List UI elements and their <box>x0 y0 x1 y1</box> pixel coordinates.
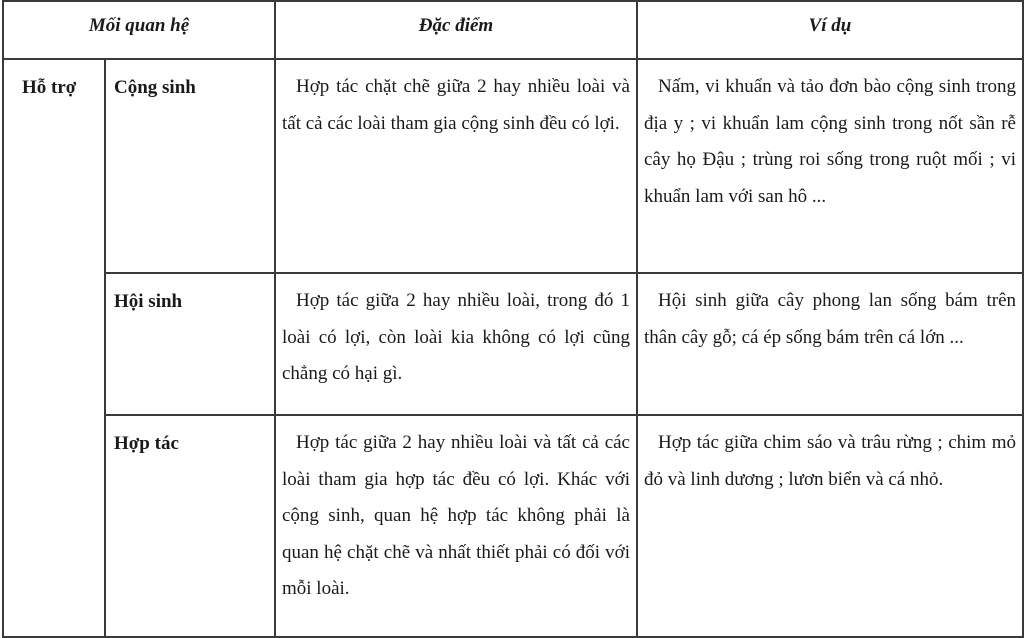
row-type-cooperation: Hợp tác <box>105 415 275 637</box>
row-characteristics-commensalism: Hợp tác giữa 2 hay nhiều loài, trong đó 1 loài có lợi, còn loài kia không có lợi cũng chẳng có hại gì. <box>275 273 637 415</box>
header-characteristics: Đặc điểm <box>275 1 637 59</box>
row-example-commensalism: Hội sinh giữa cây phong lan sống bám trên thân cây gỗ; cá ép sống bám trên cá lớn ... <box>637 273 1023 415</box>
row-characteristics-symbiosis: Hợp tác chặt chẽ giữa 2 hay nhiều loài và tất cả các loài tham gia cộng sinh đều có lợi. <box>275 59 637 273</box>
table-row <box>3 415 1023 637</box>
row-example-cooperation: Hợp tác giữa chim sáo và trâu rừng ; chim mỏ đỏ và linh dương ; lươn biển và cá nhỏ. <box>637 415 1023 637</box>
row-characteristics-cooperation: Hợp tác giữa 2 hay nhiều loài và tất cả các loài tham gia hợp tác đều có lợi. Khác với cộng sinh, quan hệ hợp tác không phải là quan hệ chặt chẽ và nhất thiết phải có đối với mỗi loài. <box>275 415 637 637</box>
header-relationship: Mối quan hệ <box>3 1 275 59</box>
table-row <box>3 273 1023 415</box>
table-header-row <box>3 1 1023 59</box>
row-type-symbiosis: Cộng sinh <box>105 59 275 273</box>
table-row <box>3 59 1023 273</box>
group-label-support: Hỗ trợ <box>3 59 105 637</box>
row-type-commensalism: Hội sinh <box>105 273 275 415</box>
relationship-table <box>2 0 1024 638</box>
row-example-symbiosis: Nấm, vi khuẩn và tảo đơn bào cộng sinh trong địa y ; vi khuẩn lam cộng sinh trong nốt sần rễ cây họ Đậu ; trùng roi sống trong ruột mối ; vi khuẩn lam với san hô ... <box>637 59 1023 273</box>
header-example: Ví dụ <box>637 1 1023 59</box>
